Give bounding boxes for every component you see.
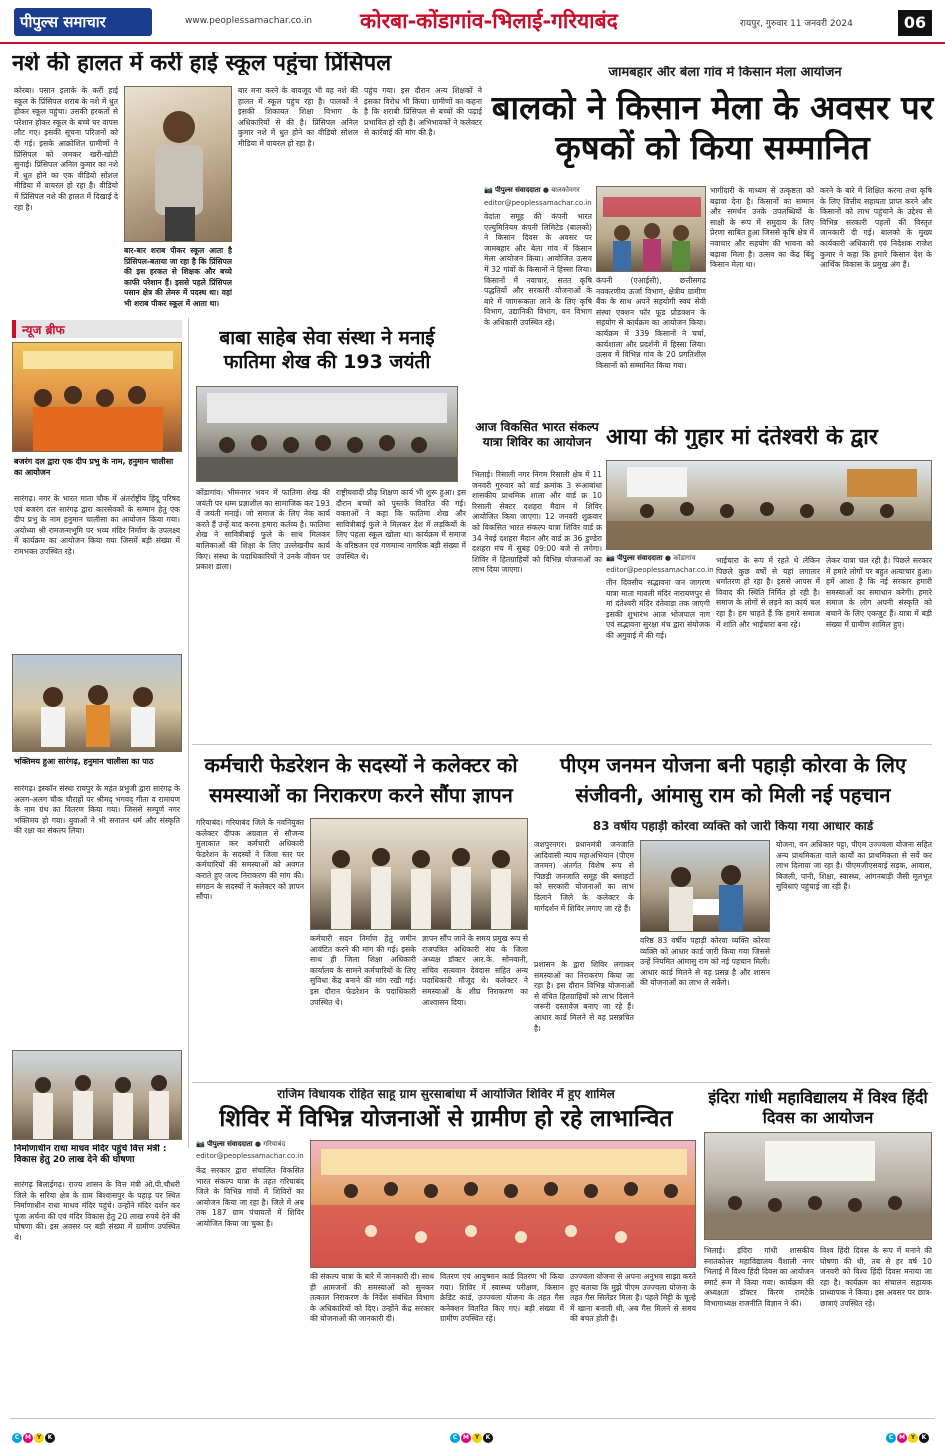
balco-body-3: भागीदारी के माध्यम से उत्कृष्टता को बढ़ावा देना है। किसानों का सम्मान और समर्थन उनके उपलब्धियों के साक्षी के रूप में समुदाय के लिए प्रेरणा साबित हुआ जिससे कृषि क्षेत्र में नवाचार और सहयोग की भावना को बढ़ावा मिला है। उत्सव का केंद्र बिंदु किसान मेला था। xyxy=(710,186,814,270)
janman-subhead: 83 वर्षीय पहाड़ी कोरवा व्यक्ति को जारी किया गया आधार कार्ड xyxy=(592,820,874,833)
devotees-drawing xyxy=(13,655,182,752)
headline-principal: नशे की हालत में कर्री हाई स्कूल पहुंचा प्रिंसिपल xyxy=(12,52,392,76)
cmyk-marks-center xyxy=(450,1424,494,1443)
headline-rajim: शिविर में विभिन्न योजनाओं से ग्रामीण हो रहे लाभान्वित xyxy=(219,1106,673,1132)
gathering-drawing xyxy=(311,1141,696,1268)
danteshwari-body-2: भाईचारा के रूप में रहते थे लेकिन पिछले कुछ वर्षों से यहां लगातार धर्मांतरण हो रहा है। इससे आपस में विवाद की स्थिति निर्मित हो रही है। समाज के लोगों से लड़ने का कार्य चल रहा है। हम चाहते हैं कि हमारे समाज में शांति और भाईचारा बना रहे। xyxy=(716,556,820,629)
cmyk-c: C xyxy=(450,1433,460,1443)
news-brief-text: न्यूज ब्रीफ xyxy=(22,323,65,337)
brief-body-2: सारंगढ़। इस्कॉन संस्था रायपुर के महंत प्रभुजी द्वारा सारंगढ़ के अलग-अलग चौक चौराहों पर श्रीमद् भगवद् गीता व रामायण के नाम ग्रंथ का वितरण किया गया। जिससे सम्पूर्ण नगर भक्तिमय हो गया। युवाओं ने भी सनातन धर्म और संस्कृति की रक्षा का संकल्प लिया। xyxy=(14,784,180,836)
rajim-email[interactable]: editor@peoplessamachar.co.in xyxy=(196,1152,304,1160)
cmyk-k: K xyxy=(45,1433,55,1443)
cmyk-y: Y xyxy=(908,1433,918,1443)
balco-body-2: कंपनी (एआईसी), छत्तीसगढ़ नवकरणीय ऊर्जा विभाग, क्षेत्रीय ग्रामीण बैंक के साथ अपने सहयोगी स्वयं सेवी संस्था एक्शन फॉर फूड प्रोडक्शन के सहयोग से कार्यक्रम का आयोजन किया। कार्यक्रम में 339 किसानों ने चर्चा, कार्यशाला और प्रदर्शनी में हिस्सा लिया। उत्सव में विभिन्न गांव के 20 प्रगतिशील किसानों को सम्मानित किया गया। xyxy=(596,276,706,370)
balco-photo xyxy=(596,186,706,272)
group-drawing xyxy=(597,187,706,272)
cmyk-m: M xyxy=(897,1433,907,1443)
federation-photo xyxy=(310,818,528,930)
brief-head-1: बजरंग दल द्वारा एक दीप प्रभु के नाम, हनुमान चालीसा का आयोजन xyxy=(14,457,174,477)
janman-body-2: प्रशासन के द्वारा शिविर लगाकर समस्याओं का निराकरण किया जा रहा है। इस दौरान विभिन्न योजनाओं से वंचित हितग्राहियों को लाभ दिलाने जरूरी दस्तावेज बनाए जा रहे हैं। आधार कार्ड मिलने से वह प्रसन्नचित है। xyxy=(534,960,634,1033)
janman-body-1: जशपुरनगर। प्रधानमंत्री जनजाति आदिवासी न्याय महाअभियान (पीएम जनमन) अंतर्गत विशेष रूप से पिछड़ी जनजाति समूह की बसाहटों को सरकारी योजनाओं का लाभ दिलाने जिले के कलेक्टर के मार्गदर्शन में शिविर लगाए जा रहे हैं। xyxy=(534,840,634,913)
column-rule-left xyxy=(188,318,189,1148)
danteshwari-body-1: तीन दिवसीय सद्भावना जन जागरण यात्रा माता मावली मंदिर नारायणपुर से मां दंतेश्वरी मंदिर दंतेवाड़ा तक जाएगी इसकी शुभारंभ आज भोजपाल नाग एवं सद्भावना सुरक्षा मंच द्वारा संयोजक की अगुवाई में की गई। xyxy=(606,578,710,640)
brief-body-1: सारंगढ़। नगर के भारत माता चौक में अंतर्राष्ट्रीय हिंदू परिषद एवं बजरंग दल सारंगढ़ द्वारा कारसेवकों के सम्मान हेतु एक दीप प्रभु के नाम हनुमान चालीसा का आयोजन किया गया। अयोध्या श्री रामजन्मभूमि पर भव्य मंदिर निर्माण के उपलक्ष्य में कार्यक्रम का आयोजन किया गया जिसमें बड़ी संख्या में रामभक्त उपस्थित रहे। xyxy=(14,494,180,556)
section-rule-2 xyxy=(192,1082,932,1083)
danteshwari-email[interactable]: editor@peoplessamachar.co.in xyxy=(606,566,714,574)
balco-kicker: जामबहार और बेला गांव में किसान मेला आयोजन xyxy=(608,66,842,80)
balco-email[interactable]: editor@peoplessamachar.co.in xyxy=(484,199,592,207)
rally-drawing xyxy=(13,343,182,452)
date-line: रायपुर, गुरुवार 11 जनवरी 2024 xyxy=(740,19,853,29)
rajim-body-1: केंद्र सरकार द्वारा संचालित विकसित भारत संकल्प यात्रा के तहत गरियाबंद जिले के विभिन्न गांवों में शिविरों का आयोजन किया जा रहा है। जिले में अब तक 187 ग्राम पंचायतों में शिविर आयोजित किया जा चुका है। xyxy=(196,1166,304,1228)
viksit-body: भिलाई। रिसाली नगर निगम रिसाली क्षेत्र में 11 जनवरी गुरुवार को वार्ड क्रमांक 3 रूआबांधा शासकीय प्राथमिक शाला और वार्ड क्र 10 रिसाली सेक्टर दशहरा मैदान में शिविर आयोजित किया जाएगा। 12 जनवरी शुक्रवार को विकसित भारत संकल्प यात्रा शिविर वार्ड क्र 34 नेवई दशहरा मैदान और वार्ड क्र 36 डुण्डेरा दशहरा मंच में सुबह 09:00 बजे से लगेगा। शिविर में हितग्राहियों को विभिन्न योजनाओं का लाभ दिया जाएगा। xyxy=(472,470,602,575)
section-rule-1 xyxy=(192,744,932,745)
masthead xyxy=(0,0,945,44)
rajim-photo xyxy=(310,1140,696,1268)
balco-body-1: वेदांता समूह की कंपनी भारत एल्युमिनियम कंपनी लिमिटेड (बालको) ने किसान दिवस के अवसर पर जामबहार और बेला गांव में किसान मेला आयोजन किया। आयोजित उत्सव में 32 गांवों के किसानों ने हिस्सा लिया। किसानों में नवाचार, सतत कृषि पद्धतियों और सरकारी योजनाओं के बारे में जागरूकता लाने के लिए कृषि विभाग, उद्यानिकी विभाग, वन विभाग के अधिकारी उपस्थित रहे। xyxy=(484,212,592,327)
rajim-byline: 📷 पीपुल्स संवाददाता ● गरियाबंद xyxy=(196,1140,286,1148)
rajim-kicker: राजिम विधायक रोहित साहू ग्राम सुरसाबांधा में आयोजित शिविर में हुए शामिल xyxy=(277,1088,615,1101)
headline-balco: बालको ने किसान मेला के अवसर पर कृषकों को किया सम्मानित xyxy=(491,88,934,167)
headline-viksit: आज विकसित भारत संकल्प यात्रा शिविर का आयोजन xyxy=(475,420,599,449)
news-brief-label xyxy=(12,320,182,338)
danteshwari-byline: 📷 पीपुल्स संवाददाता ● कोंडागांव xyxy=(606,554,696,562)
rajim-body-4: उज्ज्वला योजना से अपना अनुभव साझा करते हुए बताया कि मुझे पीएम उज्ज्वला योजना के तहत गैस सिलेंडर मिला है। पहले मिट्टी के चूल्हे में खाना बनाती थी, अब गैस मिलने से समय की बचत होती है। xyxy=(570,1272,696,1324)
hindi-diwas-body-2: विश्व हिंदी दिवस के रूप में मनाने की घोषणा की थी, तब से हर वर्ष 10 जनवरी को विश्व हिंदी दिवस मनाया जा रहा है। कार्यक्रम का संचालन सहायक प्राध्यापक ने किया। इस अवसर पर छात्र-छात्राएं उपस्थित रहे। xyxy=(820,1246,932,1308)
cmyk-m: M xyxy=(461,1433,471,1443)
brand-logo xyxy=(14,8,152,36)
principal-body-4: पहुंच गया। इस दौरान अन्य शिक्षकों ने इसका विरोध भी किया। ग्रामीणों का कहना है कि शराबी प्रिंसिपल से बच्चों की पढ़ाई प्रभावित हो रही है। अभिभावकों ने कलेक्टर से कार्रवाई की मांग की है। xyxy=(364,86,482,138)
headline-federation: कर्मचारी फेडरेशन के सदस्यों ने कलेक्टर को समस्याओं का निराकरण करने सौंपा ज्ञापन xyxy=(204,753,518,807)
danteshwari-body-3: लेकर यात्रा चल रही है। पिछले सरकार में हमारे लोगों पर बहुत अत्याचार हुआ। हमें आशा है कि नई सरकार हमारी समस्याओं का समाधान करेगी। हमारे समाज के लोग अपनी संस्कृति को बचाने के लिए एकजुट हैं। यात्रा में बड़ी संख्या में ग्रामीण शामिल हुए। xyxy=(826,556,932,629)
headline-danteshwari: आया की गुहार मां दंतेश्वरी के द्वार xyxy=(606,426,878,450)
federation-body-2: कर्मचारी सदन निर्माण हेतु जमीन आवंटित करने की मांग की गई। इसके साथ ही जिला शिक्षा अधिकारी कार्यालय के सामने कर्मचारियों के लिए सुविधा केंद्र बनाने की मांग रखी गई। इस दौरान फेडरेशन के पदाधिकारी उपस्थित थे। xyxy=(310,934,416,1007)
fatima-body-1: कोंडागांव। भीमनगर भवन में फातिमा शेख की जयंती पर धम्म प्रज्ञाशील का सामाजिक कर 193 वें जयंती मनाई। जो समाज के लिए नेक कार्य करते हैं उन्हें याद करना हमारा कर्तव्य है। फातिमा शेख ने सावित्रीबाई फुले के साथ मिलकर बालिकाओं की शिक्षा के लिए उल्लेखनीय कार्य किए। संस्था के पदाधिकारियों ने उनके जीवन पर प्रकाश डाला। xyxy=(196,488,330,572)
cmyk-y: Y xyxy=(472,1433,482,1443)
brief-photo-1 xyxy=(12,342,182,452)
principal-body-3: बार मना करने के बावजूद भी वह नशे की हालत में स्कूल पहुंच रहा है। पालकों ने इसकी शिकायत शिक्षा विभाग के अधिकारियों से की है। प्रिंसिपल अनिल कुमार नशे में धुत होने का वीडियो सोशल मीडिया में वायरल हो रहा है। xyxy=(238,86,358,148)
rajim-body-3: वितरण एवं आयुष्मान कार्ड वितरण भी किया गया। शिविर में स्वास्थ्य परीक्षण, किसान क्रेडिट कार्ड, उज्ज्वला योजना के तहत गैस कनेक्शन वितरित किए गए। बड़ी संख्या में ग्रामीण उपस्थित रहे। xyxy=(440,1272,564,1324)
nirmalgarh-body: सारंगढ़ बिलाईगढ़। राज्य शासन के वित्त मंत्री ओ.पी.चौधरी जिले के सरिया क्षेत्र के ग्राम बिश्वासपुर के पहाड़ पर स्थित निर्माणाधीन राधा माधव मंदिर पहुंचे। उन्होंने मंदिर दर्शन कर पूजा अर्चना की एवं मंदिर विकास हेतु 20 लाख रुपये देने की घोषणा की। इस अवसर पर बड़ी संख्या में ग्रामीण उपस्थित थे। xyxy=(14,1180,180,1242)
federation-body-3: ज्ञापन सौंप जाने के समय प्रमुख रूप से राजपत्रित अधिकारी संघ के जिला अध्यक्ष डॉक्टर आर.के. सोनवानी, सचिव सत्यवान देवदास सहित अन्य पदाधिकारी मौजूद थे। कलेक्टर ने समस्याओं के शीघ्र निराकरण का आश्वासन दिया। xyxy=(422,934,528,1007)
aadhaar-drawing xyxy=(641,841,770,932)
principal-photo xyxy=(124,86,232,242)
brief-head-2: भक्तिमय हुआ सारंगढ़, हनुमान चालीसा का पाठ xyxy=(14,757,154,766)
headline-nirmalgarh: निर्माणाधीन राधा माधव मंदिर पहुंचे वित्त मंत्री : विकास हेतु 20 लाख देने की घोषणा xyxy=(14,1144,167,1165)
cmyk-marks-left xyxy=(12,1424,56,1443)
cmyk-k: K xyxy=(919,1433,929,1443)
footer-rule xyxy=(10,1418,935,1419)
cmyk-c: C xyxy=(886,1433,896,1443)
balco-byline: 📷 पीपुल्स संवाददाता ● बालकोनगर xyxy=(484,186,580,194)
cmyk-k: K xyxy=(483,1433,493,1443)
principal-body-2: बार-बार शराब पीकर स्कूल आता है प्रिंसिपल-बताया जा रहा है कि प्रिंसिपल की इस हरकत से शिक्षक और बच्चे काफी परेशान हैं। इससे पहले प्रिंसिपल पसान क्षेत्र की लेमरु में पदस्थ था। वहां भी शराब पीकर स्कूल में आता था। xyxy=(124,246,232,308)
brand-name: पीपुल्स समाचार xyxy=(20,13,106,31)
camera-icon: 📷 xyxy=(606,554,617,562)
cmyk-m: M xyxy=(23,1433,33,1443)
website[interactable]: www.peoplessamachar.co.in xyxy=(185,16,313,26)
minister-drawing xyxy=(13,1051,182,1140)
camera-icon: 📷 xyxy=(484,186,495,194)
camera-icon: 📷 xyxy=(196,1140,207,1148)
federation-body-1: गरियाबंद। गरियाबंद जिले के नवनियुक्त कलेक्टर दीपक अग्रवाल से सौजन्य मुलाकात कर कर्मचारी अधिकारी फेडरेशन के सदस्यों ने जिला स्तर पर कर्मचारियों की समस्याओं को अवगत कराते हुए जल्द निराकरण की मांग की। संगठन के सदस्यों ने कलेक्टर को ज्ञापन सौंपा। xyxy=(196,818,304,902)
headline-hindi-diwas: इंदिरा गांधी महाविद्यालय में विश्व हिंदी दिवस का आयोजन xyxy=(708,1088,928,1127)
cmyk-y: Y xyxy=(34,1433,44,1443)
rajim-body-2: की संकल्प यात्रा के बारे में जानकारी दी। साथ ही आमजनों की समस्याओं को सुनकर तत्काल निराकरण के निर्देश संबंधित विभाग के अधिकारियों को दिए। उन्होंने केंद्र सरकार की योजनाओं की जानकारी दी। xyxy=(310,1272,434,1324)
brief-photo-2 xyxy=(12,654,182,752)
page-number: 06 xyxy=(898,10,932,36)
procession-drawing xyxy=(607,461,932,550)
cmyk-c: C xyxy=(12,1433,22,1443)
person-drawing xyxy=(125,87,232,242)
balco-body-4: करने के बारे में शिक्षित करना तथा कृषि के लिए वित्तीय सहायता प्राप्त करने और किसानों को लाभ पहुंचाने के उद्देश्य से विभिन्न सरकारी पहलों की विस्तृत जानकारी दी गई। बालको के मुख्य कार्यकारी अधिकारी एवं निदेशक राजेश कुमार ने कहा कि हमारे किसान देश के आर्थिक विकास के प्रमुख अंग हैं। xyxy=(820,186,932,270)
memorandum-drawing xyxy=(311,819,528,930)
danteshwari-photo xyxy=(606,460,932,550)
principal-body-1: कोरबा। पसान इलाके के कर्री हाई स्कूल के प्रिंसिपल शराब के नशे में धुत होकर स्कूल पहुंचा। उसकी हरकतों से परेशान होकर स्कूल के बच्चे घर वापस लौट गए। इसकी सूचना परिजनों को दी गई। इसके आक्रोशित ग्रामीणों ने प्रिंसिपल को जमकर खरी-खोटी सुनाई। प्रिंसिपल अनिल कुमार का नशे में धुत होने का एक वीडियो सोशल मीडिया में वायरल हो रहा है। वीडियो में प्रिंसिपल नशे की हालत में दिखाई दे रहा है। xyxy=(14,86,118,212)
fatima-body-2: राष्ट्रीयवादी प्रौढ़ शिक्षण कार्य भी शुरू हुआ। इस दौरान बच्चों को पुस्तकें वितरित की गई। वक्ताओं ने कहा कि फातिमा शेख और सावित्रीबाई फुले ने मिलकर देश में लड़कियों के लिए पहला स्कूल खोला था। कार्यक्रम में समाज के वरिष्ठजन एवं गणमान्य नागरिक बड़ी संख्या में उपस्थित थे। xyxy=(336,488,466,561)
nirmalgarh-photo xyxy=(12,1050,182,1140)
janman-body-4: योजना, वन अधिकार पट्टा, पीएम उज्ज्वला योजना सहित अन्य प्राथमिकता वाले कार्यों का प्राथमिकता से सर्वे कर लाभ दिलाया जा रहा है। पीएमजीएसवाई सड़क, आवास, बिजली, पानी, शिक्षा, स्वास्थ्य, आंगनबाड़ी जैसी मूलभूत सुविधाएं पहुंचाई जा रही हैं। xyxy=(776,840,932,892)
meeting-drawing xyxy=(197,387,458,482)
headline-janman: पीएम जनमन योजना बनी पहाड़ी कोरवा के लिए संजीवनी, आंमासु राम को मिली नई पहचान xyxy=(559,753,907,807)
edition-title: कोरबा-कोंडागांव-भिलाई-गरियाबंद xyxy=(360,9,618,33)
janman-body-3: वरिष्ठ 83 वर्षीय पहाड़ी कोरवा व्यक्ति कोरवा व्यक्ति को आधार कार्ड जारी किया गया जिससे उन्हें नियमित आंमासु राम को नई पहचान मिली। आधार कार्ड मिलने से वह प्रसन्न है और शासन की योजनाओं का लाभ ले सकेंगे। xyxy=(640,936,770,988)
janman-photo xyxy=(640,840,770,932)
fatima-photo xyxy=(196,386,458,482)
hindi-diwas-photo xyxy=(704,1132,932,1240)
classroom-drawing xyxy=(705,1133,932,1240)
hindi-diwas-body-1: भिलाई। इंदिरा गांधी शासकीय स्नातकोत्तर महाविद्यालय वैशाली नगर भिलाई में विश्व हिंदी दिवस का आयोजन स्मार्ट रूम में किया गया। कार्यक्रम की अध्यक्षता डॉक्टर किरण रामटेके विभागाध्यक्ष राजनीति विज्ञान ने की। xyxy=(704,1246,814,1308)
cmyk-marks-right xyxy=(886,1424,930,1443)
headline-fatima: बाबा साहेब सेवा संस्था ने मनाई फातिमा शेख की 193 जयंती xyxy=(219,327,435,373)
